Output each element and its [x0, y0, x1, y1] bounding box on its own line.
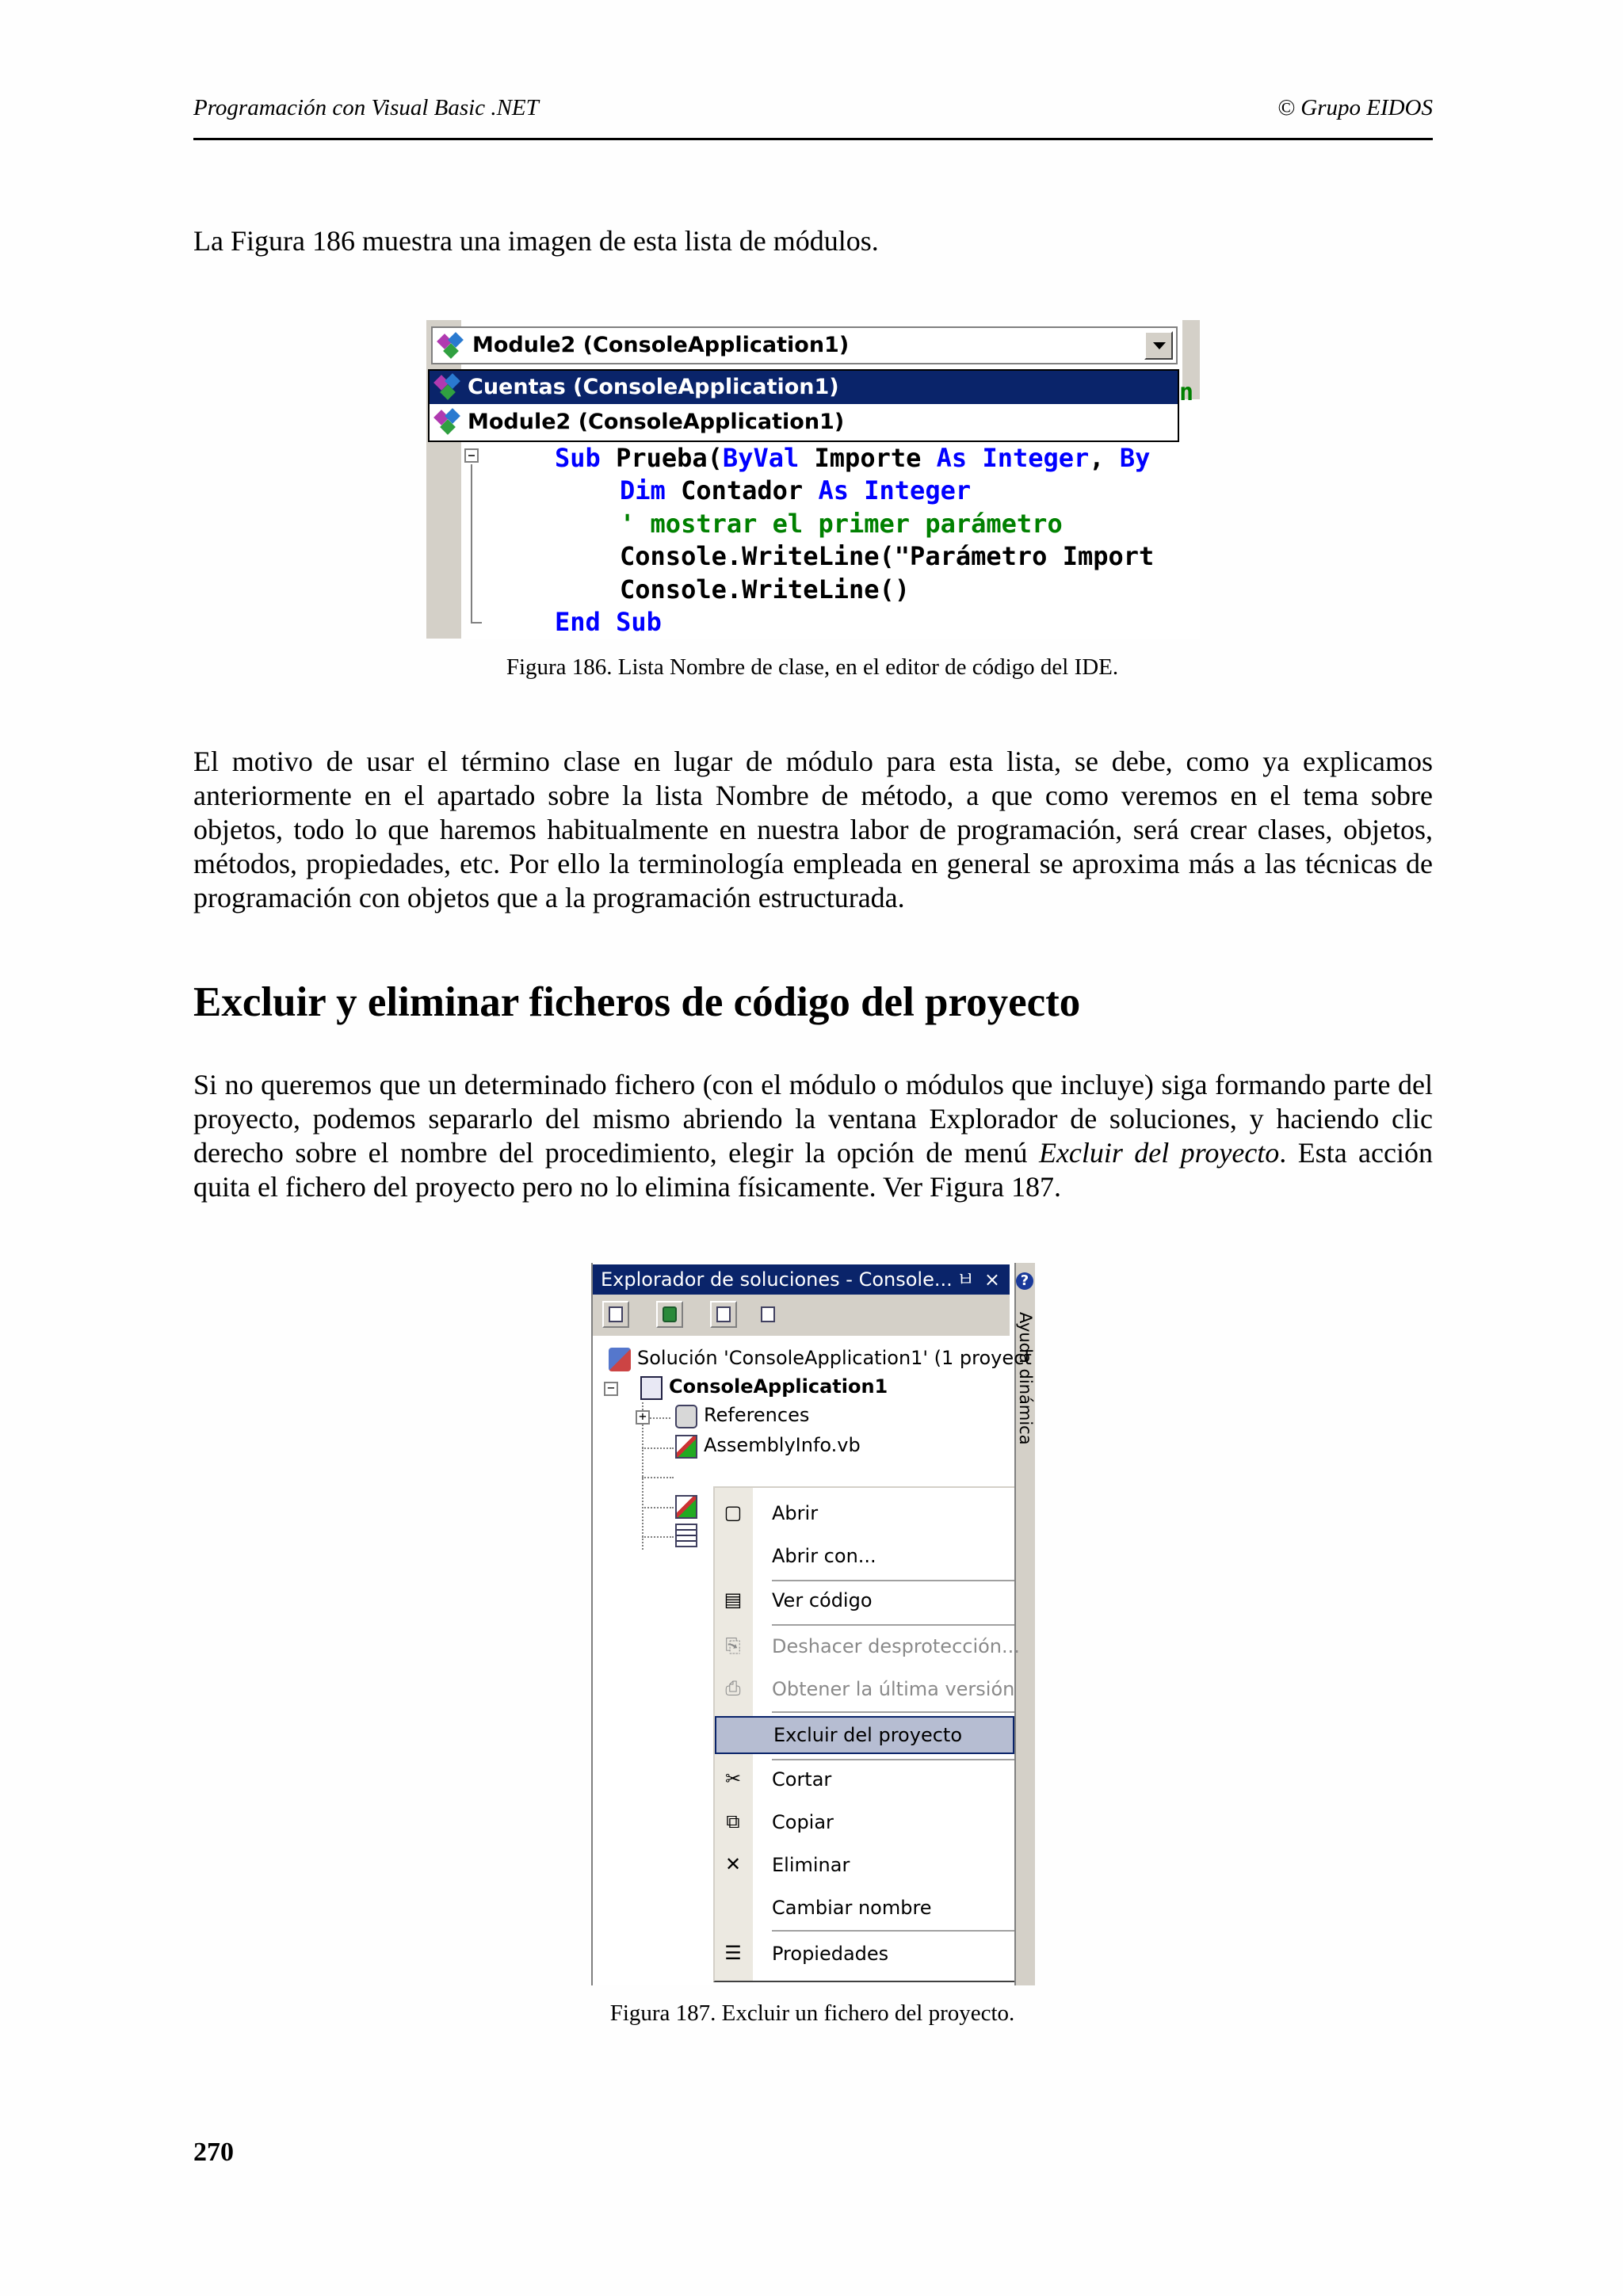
pin-icon[interactable]: ㅂ	[956, 1268, 975, 1291]
properties-icon	[761, 1306, 775, 1322]
refresh-button[interactable]	[656, 1301, 683, 1328]
menu-item-ver-codigo[interactable]: ▤ Ver código	[724, 1589, 873, 1611]
open-icon: ▢	[724, 1501, 743, 1524]
dropdown-item-module2[interactable]	[430, 406, 1178, 439]
help-icon[interactable]: ?	[1016, 1272, 1033, 1290]
menu-separator	[772, 1624, 1014, 1626]
combobox-value: Module2 (ConsoleApplication1)	[472, 333, 850, 357]
tree-item-file-4[interactable]	[675, 1493, 707, 1521]
files-icon	[716, 1306, 731, 1322]
dropdown-item-cuentas[interactable]	[430, 371, 1178, 404]
view-code-icon: ▤	[724, 1589, 743, 1611]
menu-separator	[772, 1759, 1014, 1760]
code-line-6: End Sub	[555, 607, 662, 637]
combobox-dropdown-arrow-icon[interactable]	[1144, 331, 1173, 360]
delete-icon: ✕	[724, 1853, 742, 1875]
expand-references-icon[interactable]: +	[636, 1410, 650, 1425]
body-paragraph-exclude: Si no queremos que un determinado fichero (con el módulo o módulos que incluye) siga formando parte del proyecto, podemos separarlo del mismo abriendo la ventana Explorador de soluciones, y haciendo clic derecho sobre el nombre del procedimiento, elegir la opción de menú Excluir del proyecto. Esta acción quita el fichero del proyecto pero no lo elimina físicamente. Ver Figura 187.	[193, 1069, 1433, 1203]
module-icon	[433, 407, 464, 436]
header-rule	[193, 138, 1433, 140]
code-line-4: Console.WriteLine("Parámetro Import	[620, 541, 1155, 571]
code-line-5: Console.WriteLine()	[620, 574, 911, 605]
menu-item-eliminar[interactable]: ✕ Eliminar	[715, 1848, 1014, 1882]
running-header-title: Programación con Visual Basic .NET	[193, 95, 539, 120]
project-icon	[640, 1376, 663, 1400]
copy-icon: ⧉	[726, 1810, 740, 1833]
tree-line	[642, 1447, 674, 1449]
section-heading: Excluir y eliminar ficheros de código del proyecto	[193, 979, 1081, 1025]
dropdown-item-label: Cuentas (ConsoleApplication1)	[468, 375, 839, 399]
context-menu	[713, 1486, 1020, 1982]
solution-explorer-toolbar	[593, 1295, 1010, 1336]
solution-icon	[609, 1348, 631, 1371]
refresh-icon	[663, 1306, 677, 1322]
tree-line	[642, 1477, 674, 1478]
menu-item-copiar[interactable]: ⧉ Copiar	[715, 1805, 1014, 1840]
vb-file-icon	[675, 1435, 697, 1459]
page-number: 270	[193, 2138, 234, 2167]
properties-button[interactable]	[754, 1301, 781, 1328]
tree-item-file-5[interactable]	[675, 1521, 707, 1550]
tree-line	[642, 1536, 674, 1538]
vb-file-icon	[675, 1495, 697, 1519]
code-line-1: Sub Prueba(ByVal Importe As Integer, By	[555, 443, 1151, 473]
references-icon	[675, 1405, 697, 1428]
show-all-files-button[interactable]	[710, 1301, 737, 1328]
collapse-project-icon[interactable]: −	[604, 1382, 618, 1396]
menu-item-deshacer-desproteccion: ⎘ Deshacer desprotección...	[715, 1629, 1014, 1664]
solution-explorer-titlebar[interactable]	[593, 1264, 1010, 1295]
menu-item-excluir-del-proyecto[interactable]: Excluir del proyecto	[715, 1716, 1014, 1754]
menu-item-cortar[interactable]: ✂ Cortar	[715, 1762, 1014, 1797]
intro-paragraph: La Figura 186 muestra una imagen de esta lista de módulos.	[193, 225, 879, 257]
code-partial-text: n	[1179, 379, 1194, 406]
figure-187-solution-explorer: Explorador de soluciones - Console... ㅂ × ? Ayuda dinámica Solución 'ConsoleApplication1' (1 proyect − ConsoleApplication1 + References AssemblyInfo.vb ▢ Abrir Abrir con... ▤ Ver código ⎘ Deshacer desprotección... ⎙ Obtener la última versión Excluir del proyecto ✂ Cortar ⧉ Copiar ✕ Eliminar Cambiar nombre ☰ Propiedades	[591, 1263, 1035, 1985]
figure-187-caption: Figura 187. Excluir un fichero del proyecto.	[609, 2000, 1015, 2026]
figure-186-caption: Figura 186. Lista Nombre de clase, en el editor de código del IDE.	[506, 654, 1119, 680]
dynamic-help-tab[interactable]: Ayuda dinámica	[1016, 1312, 1035, 1445]
properties-icon: ☰	[724, 1942, 742, 1964]
menu-separator	[772, 1711, 1014, 1713]
class-name-dropdown-list	[428, 369, 1179, 442]
menu-item-abrir-con[interactable]: Abrir con...	[772, 1545, 876, 1567]
code-line-2: Dim Contador As Integer	[620, 475, 972, 505]
menu-item-propiedades[interactable]: ☰ Propiedades	[715, 1936, 1014, 1971]
undo-checkout-icon: ⎘	[725, 1634, 741, 1657]
get-latest-icon: ⎙	[725, 1677, 741, 1699]
class-name-combobox[interactable]	[431, 326, 1178, 364]
module-icon	[436, 331, 468, 360]
running-header-publisher: © Grupo EIDOS	[1277, 95, 1433, 120]
dropdown-item-label: Module2 (ConsoleApplication1)	[468, 410, 845, 434]
body-paragraph-class-term: El motivo de usar el término clase en lugar de módulo para esta lista, se debe, como ya explicamos anteriormente en el apartado sobre la lista Nombre de método, a que como veremos en el tema sobre objetos, todo lo que haremos habitualmente en nuestra labor de programación, será crear clases, objetos, métodos, propiedades, etc. Por ello la terminología empleada en general se aproxima más a las técnicas de programación con objetos que a la programación estructurada.	[193, 746, 1433, 913]
document-icon	[675, 1524, 697, 1547]
menu-item-obtener-ultima-version: ⎙ Obtener la última versión	[715, 1672, 1014, 1707]
module-icon	[433, 372, 464, 401]
tree-line	[650, 1417, 670, 1419]
code-line-3-comment: ' mostrar el primer parámetro	[620, 509, 1063, 539]
window-title: Explorador de soluciones - Console...	[601, 1268, 953, 1291]
close-icon[interactable]: ×	[983, 1268, 1000, 1291]
code-editor	[426, 442, 1200, 639]
menu-separator	[772, 1580, 1014, 1581]
menu-item-cambiar-nombre[interactable]: Cambiar nombre	[772, 1897, 932, 1919]
menu-item-abrir[interactable]: ▢ Abrir	[724, 1501, 819, 1524]
tree-line	[642, 1507, 674, 1508]
view-code-button[interactable]	[602, 1301, 629, 1328]
figure-186-class-name-list	[426, 320, 1200, 639]
scissors-icon: ✂	[724, 1768, 742, 1790]
menu-separator	[772, 1930, 1014, 1932]
menu-option-reference: Excluir del proyecto	[1038, 1137, 1280, 1169]
code-icon	[609, 1306, 623, 1322]
